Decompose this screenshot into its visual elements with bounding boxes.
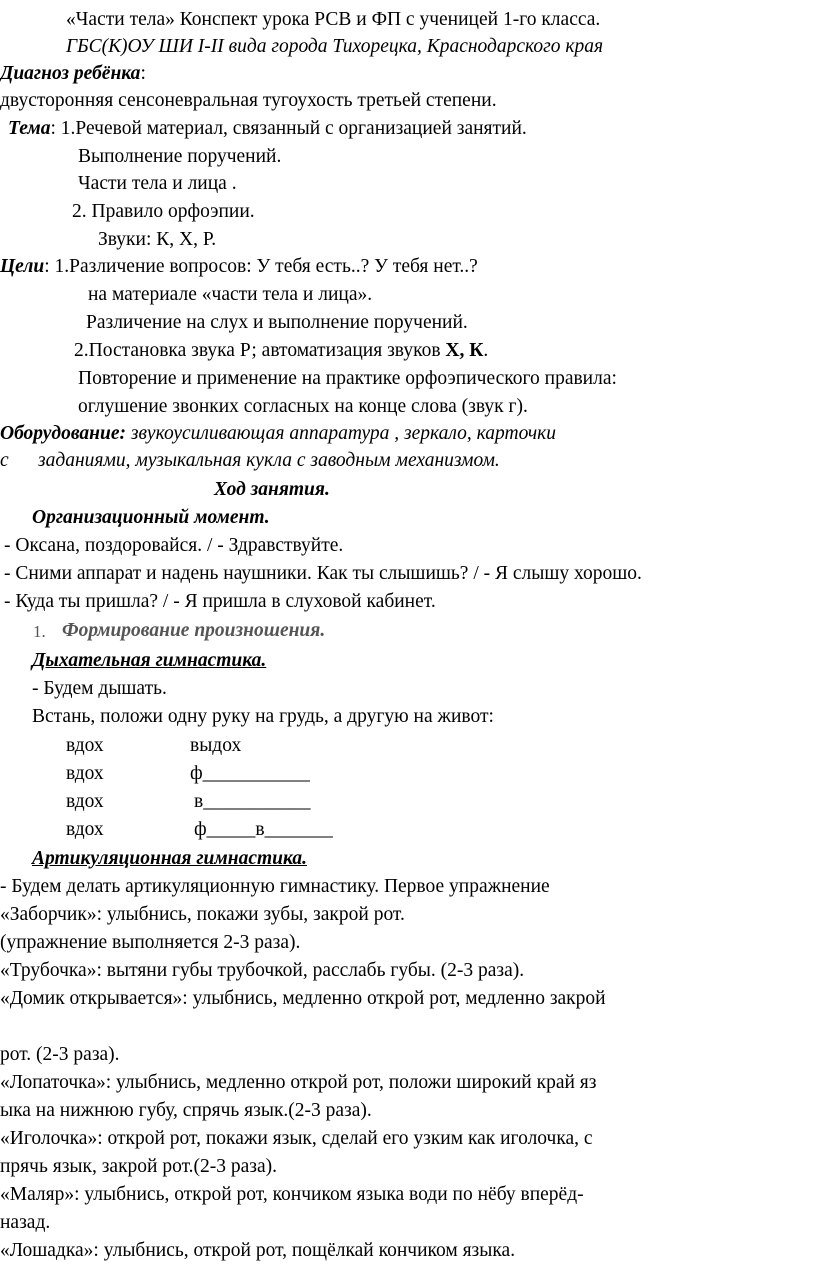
goals-line-5: Повторение и применение на практике орфоэпического правила: (78, 368, 617, 389)
articulation-line-9: «Иголочка»: открой рот, покажи язык, сделай его узким как иголочка, с (0, 1128, 593, 1149)
articulation-line-3: (упражнение выполняется 2-3 раза). (0, 932, 301, 953)
sounds-bold: Х, К (445, 340, 484, 361)
goals-line-3: Различение на слух и выполнение поручений. (86, 312, 468, 333)
section-1-title: Формирование произношения. (62, 620, 326, 641)
breath-in-3: вдох (66, 791, 104, 812)
articulation-line-7: «Лопаточка»: улыбнись, медленно открой рот, положи широкий край яз (0, 1072, 597, 1093)
articulation-line-11: «Маляр»: улыбнись, открой рот, кончиком языка води по нёбу вперёд- (0, 1184, 584, 1205)
diagnosis-label: Диагноз ребёнка (0, 63, 141, 84)
breath-in-4: вдох (66, 819, 104, 840)
lesson-heading: Ход занятия. (214, 479, 330, 500)
org-moment-heading: Организационный момент. (32, 507, 270, 528)
equipment-line-2-c: с (0, 450, 9, 471)
diagnosis-label-line: Диагноз ребёнка: (0, 63, 146, 84)
goals-line-1: Цели: 1.Различение вопросов: У тебя есть..? У тебя нет..? (0, 256, 478, 277)
articulation-line-8: ыка на нижнюю губу, спрячь язык.(2-3 раза). (0, 1100, 372, 1121)
breath-out-2: ф___________ (190, 763, 310, 784)
articulation-line-2: «Заборчик»: улыбнись, покажи зубы, закрой рот. (0, 904, 405, 925)
dialog-line-3: - Куда ты пришла? / - Я пришла в слуховой кабинет. (4, 591, 436, 612)
theme-line-2: Выполнение поручений. (78, 146, 282, 167)
goals-line-6: оглушение звонких согласных на конце слова (звук г). (78, 396, 528, 417)
breath-out-4: ф_____в_______ (194, 819, 333, 840)
articulation-line-5: «Домик открывается»: улыбнись, медленно открой рот, медленно закрой (0, 988, 606, 1009)
goals-line-4: 2.Постановка звука Р; автоматизация звуков Х, К. (74, 340, 489, 361)
articulation-line-6: рот. (2-3 раза). (0, 1044, 120, 1065)
articulation-line-10: прячь язык, закрой рот.(2-3 раза). (0, 1156, 278, 1177)
diagnosis-text: двусторонняя сенсоневральная тугоухость третьей степени. (0, 90, 497, 111)
document-title: «Части тела» Конспект урока РСВ и ФП с ученицей 1-го класса. (66, 9, 601, 30)
breathing-heading: Дыхательная гимнастика. (32, 650, 267, 671)
articulation-line-12: назад. (0, 1212, 51, 1233)
breath-out-3: в___________ (194, 791, 311, 812)
dialog-line-2: - Сними аппарат и надень наушники. Как ты слышишь? / - Я слышу хорошо. (4, 563, 642, 584)
school-name: ГБС(К)ОУ ШИ I-II вида города Тихорецка, Краснодарского края (66, 36, 604, 57)
equipment-label: Оборудование: (0, 423, 126, 444)
goals-label: Цели (0, 256, 45, 277)
theme-line-3: Части тела и лица . (78, 173, 237, 194)
articulation-line-13: «Лошадка»: улыбнись, открой рот, пощёлкай кончиком языка. (0, 1240, 516, 1261)
theme-line-1: Тема: 1.Речевой материал, связанный с организацией занятий. (8, 118, 527, 139)
breathing-line-1: - Будем дышать. (32, 678, 167, 699)
breath-out-1: выдох (190, 735, 242, 756)
section-1-number: 1. (33, 622, 46, 641)
theme-label: Тема (8, 118, 51, 139)
breathing-line-2: Встань, положи одну руку на грудь, а другую на живот: (32, 706, 494, 727)
goals-line-2: на материале «части тела и лица». (88, 284, 373, 305)
dialog-line-1: - Оксана, поздоровайся. / - Здравствуйте. (4, 535, 344, 556)
breath-in-2: вдох (66, 763, 104, 784)
breath-in-1: вдох (66, 735, 104, 756)
theme-line-5: Звуки: К, Х, Р. (98, 229, 217, 250)
articulation-heading: Артикуляционная гимнастика. (32, 848, 308, 869)
articulation-line-1: - Будем делать артикуляционную гимнастику. Первое упражнение (0, 876, 550, 897)
theme-line-4: 2. Правило орфоэпии. (72, 201, 255, 222)
equipment-line-1: Оборудование: звукоусиливающая аппаратура , зеркало, карточки (0, 423, 557, 444)
equipment-line-2: заданиями, музыкальная кукла с заводным механизмом. (38, 450, 500, 471)
articulation-line-4: «Трубочка»: вытяни губы трубочкой, расслабь губы. (2-3 раза). (0, 960, 525, 981)
